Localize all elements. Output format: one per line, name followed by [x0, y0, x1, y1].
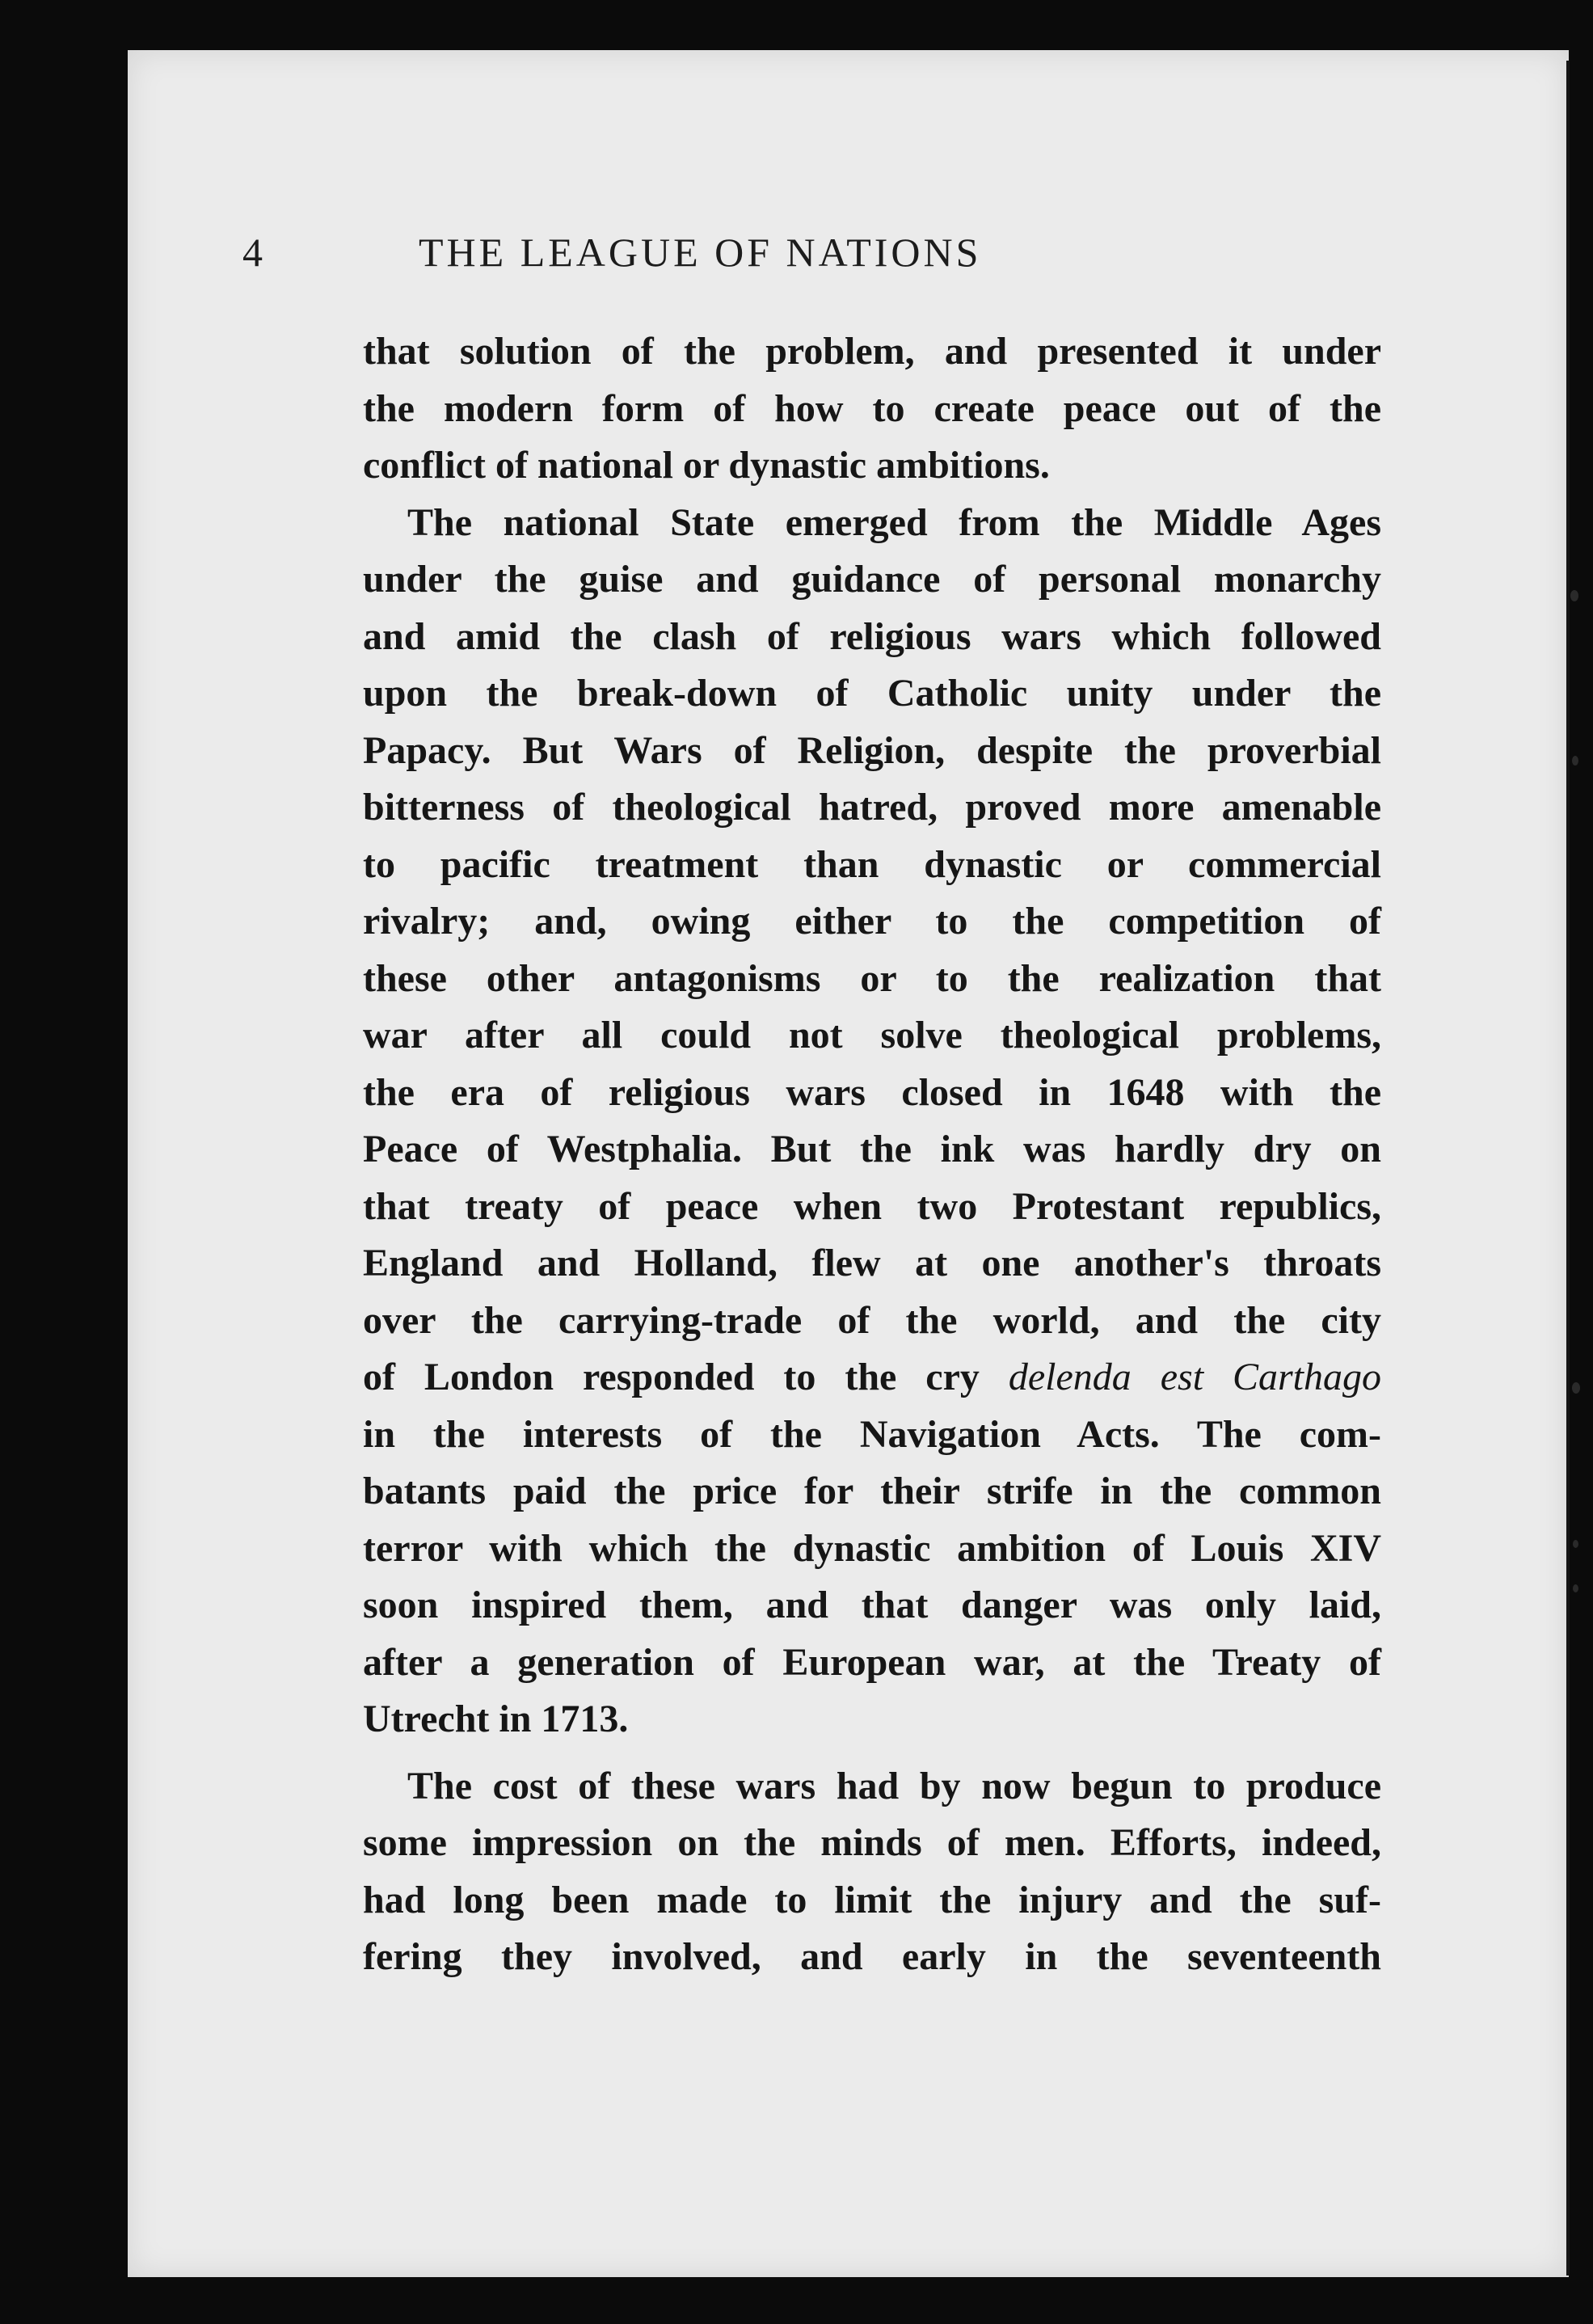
text-line-with-italic	[363, 1349, 1381, 1407]
text-line: these other antagonisms or to the realization that	[363, 956, 1381, 1000]
text-line: conflict of national or dynastic ambitions.	[363, 444, 1050, 487]
paragraph-3	[363, 1758, 1381, 1986]
scan-speck	[1573, 1584, 1578, 1592]
text-line: terror with which the dynastic ambition of Louis XIV	[363, 1526, 1381, 1570]
text-line: after a generation of European war, at the Treaty of	[363, 1640, 1381, 1684]
text-line: had long been made to limit the injury and the suf-	[363, 1878, 1381, 1921]
text-line: to pacific treatment than dynastic or commercial	[363, 842, 1381, 886]
text-line: the era of religious wars closed in 1648 with the	[363, 1070, 1381, 1114]
text-line: and amid the clash of religious wars which followed	[363, 614, 1381, 658]
text-line: some impression on the minds of men. Efforts, indeed,	[363, 1821, 1381, 1864]
text-line: under the guise and guidance of personal monarchy	[363, 558, 1381, 601]
text-line: batants paid the price for their strife in the common	[363, 1470, 1381, 1512]
paragraph-spacer	[363, 1748, 1381, 1758]
text-segment: of London responded to the cry	[363, 1356, 1009, 1398]
text-line: soon inspired them, and that danger was only laid,	[363, 1584, 1381, 1626]
page-edge-shadow	[1566, 61, 1570, 2275]
text-line: in the interests of the Navigation Acts. The com-	[363, 1412, 1381, 1456]
text-line: The cost of these wars had by now begun to produce	[407, 1764, 1381, 1807]
scan-speck	[1572, 756, 1578, 766]
text-line: bitterness of theological hatred, proved more amenable	[363, 786, 1381, 829]
text-line: that treaty of peace when two Protestant republics,	[363, 1184, 1381, 1228]
scan-speck	[1570, 590, 1578, 601]
text-line: that solution of the problem, and presented it under	[363, 330, 1381, 373]
italic-phrase: delenda est Carthago	[1008, 1356, 1382, 1398]
page-number: 4	[242, 230, 266, 275]
paragraph-2	[363, 495, 1381, 1748]
text-line: Utrecht in 1713.	[363, 1698, 629, 1740]
text-line: rivalry; and, owing either to the competition of	[363, 900, 1381, 943]
paragraph-1	[363, 323, 1381, 495]
text-line: the modern form of how to create peace out of the	[363, 386, 1381, 430]
text-line: Peace of Westphalia. But the ink was hardly dry on	[363, 1128, 1381, 1170]
text-line: upon the break-down of Catholic unity under the	[363, 672, 1381, 715]
scan-speck	[1572, 1382, 1580, 1394]
text-line: England and Holland, flew at one another's throats	[363, 1242, 1381, 1284]
running-title: THE LEAGUE OF NATIONS	[419, 230, 982, 275]
scan-speck	[1573, 1540, 1578, 1548]
text-line: fering they involved, and early in the seventeenth	[363, 1935, 1381, 1978]
text-line: Papacy. But Wars of Religion, despite the proverbial	[363, 728, 1381, 772]
body-text	[363, 323, 1381, 1986]
text-line: over the carrying-trade of the world, and the city	[363, 1298, 1381, 1342]
text-line: war after all could not solve theological problems,	[363, 1014, 1381, 1057]
text-line: The national State emerged from the Middle Ages	[407, 500, 1381, 544]
page-header	[242, 229, 1261, 285]
